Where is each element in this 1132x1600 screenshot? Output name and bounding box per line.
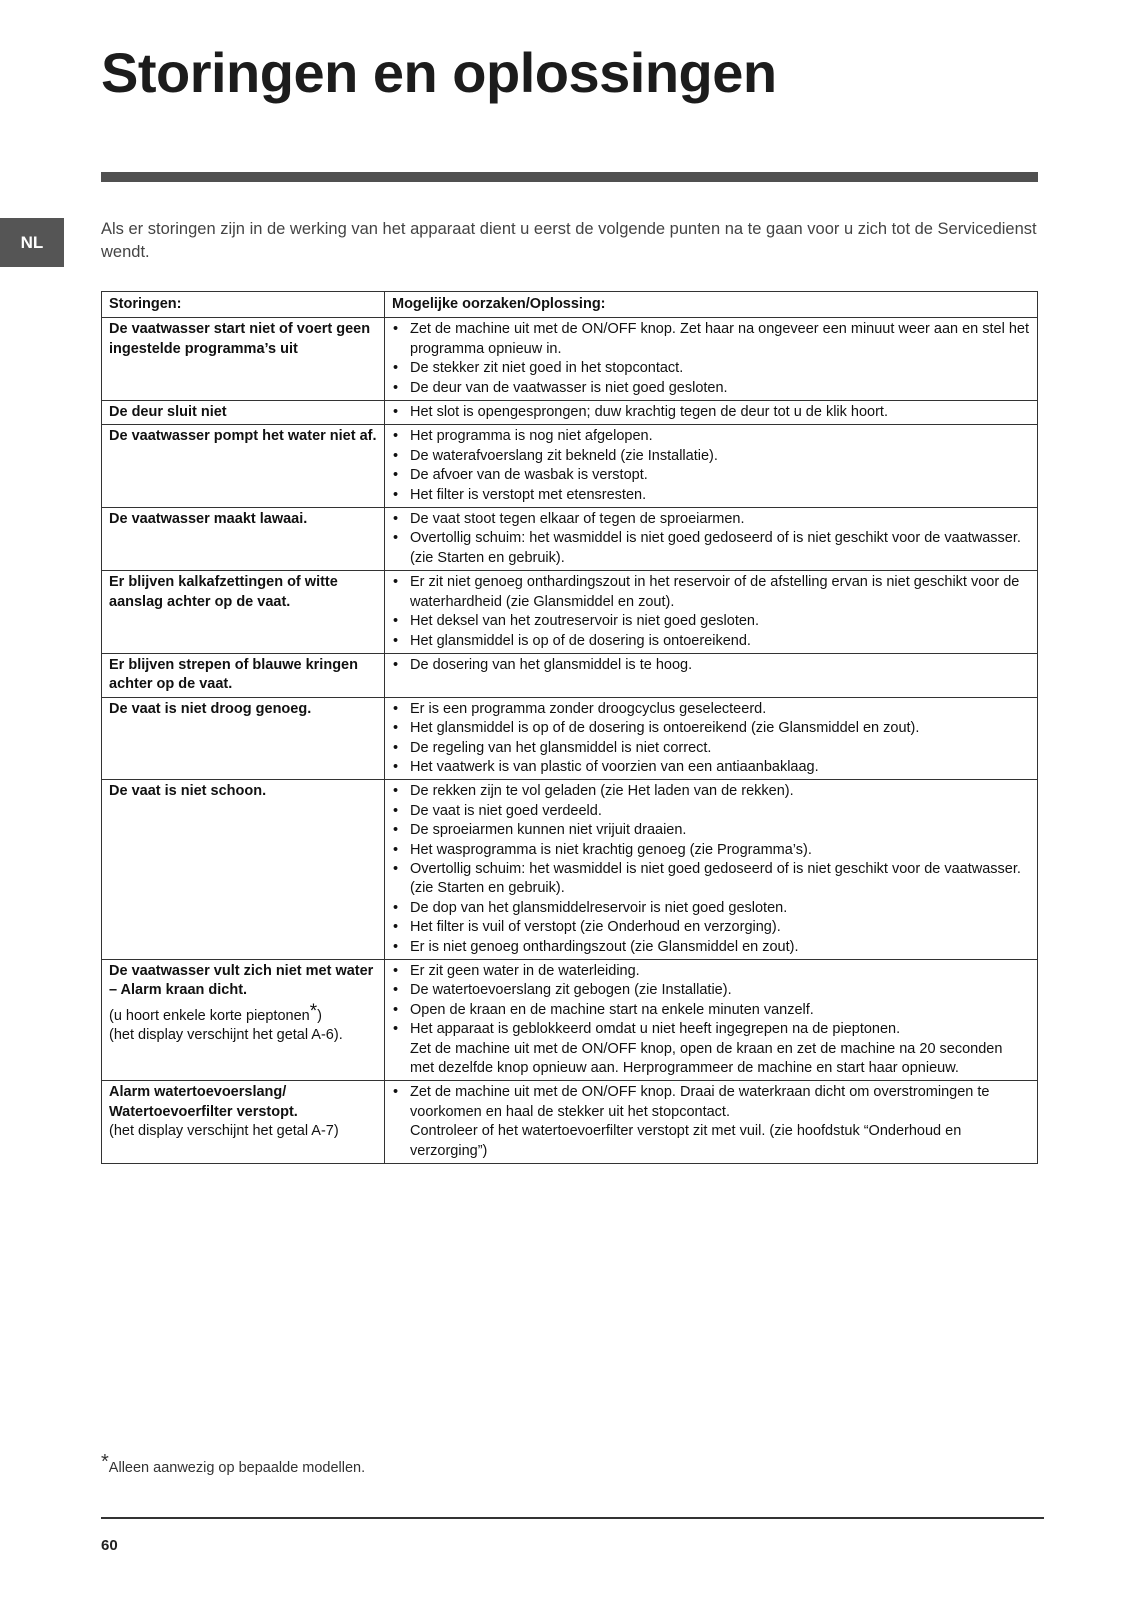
bullet-icon: • <box>393 963 399 979</box>
problem-cell <box>102 318 385 401</box>
solution-item <box>392 700 1030 719</box>
solution-list <box>392 427 1030 505</box>
bullet-icon: • <box>393 919 399 936</box>
problem-text: De vaat is niet droog genoeg. <box>109 700 312 717</box>
solution-text: Het slot is opengesprongen; duw krachtig tegen de deur tot u de klik hoort. <box>410 404 888 421</box>
table-body <box>102 318 1038 1164</box>
solution-text: De deur van de vaatwasser is niet goed gesloten. <box>410 379 728 396</box>
problem-cell <box>102 401 385 425</box>
problem-note: (het display verschijnt het getal A-7) <box>109 1123 339 1140</box>
page-title: Storingen en oplossingen <box>101 41 777 104</box>
solution-text: Het glansmiddel is op of de dosering is ontoereikend. <box>410 632 751 649</box>
solution-list <box>392 700 1030 778</box>
bullet-icon: • <box>393 404 399 421</box>
problem-cell <box>102 780 385 960</box>
problem-cell <box>102 1081 385 1164</box>
solution-text: De afvoer van de wasbak is verstopt. <box>410 467 648 484</box>
problem-cell <box>102 960 385 1081</box>
solution-item <box>392 739 1030 758</box>
solution-cell <box>385 1081 1038 1164</box>
solution-text: De watertoevoerslang zit gebogen (zie Installatie). <box>410 982 732 999</box>
solution-item <box>392 510 1030 529</box>
problem-cell <box>102 425 385 508</box>
bullet-icon: • <box>393 938 399 955</box>
solution-cell <box>385 653 1038 697</box>
bullet-icon: • <box>393 656 399 673</box>
solution-text: De vaat is niet goed verdeeld. <box>410 802 602 819</box>
bullet-icon: • <box>393 982 399 999</box>
bullet-icon: • <box>393 321 399 338</box>
solution-cell <box>385 780 1038 960</box>
solution-item <box>392 899 1030 918</box>
solution-cell <box>385 508 1038 571</box>
solution-item <box>392 860 1030 899</box>
solution-list <box>392 510 1030 568</box>
solution-text: De vaat stoot tegen elkaar of tegen de sproeiarmen. <box>410 511 745 528</box>
bullet-icon: • <box>393 379 399 396</box>
solution-text: Open de kraan en de machine start na enkele minuten vanzelf. <box>410 1001 814 1018</box>
solution-text: Het filter is verstopt met etensresten. <box>410 486 647 503</box>
solution-item <box>392 656 1030 675</box>
solution-item <box>392 632 1030 651</box>
bullet-icon: • <box>393 860 399 877</box>
solution-text: De regeling van het glansmiddel is niet correct. <box>410 739 712 756</box>
bullet-icon: • <box>393 613 399 630</box>
solution-text: Zet de machine uit met de ON/OFF knop. Draai de waterkraan dicht om overstromingen te voorkomen en haal de stekker uit het stopcontact. <box>410 1084 990 1120</box>
bullet-icon: • <box>393 467 399 484</box>
solution-continuation: Zet de machine uit met de ON/OFF knop, open de kraan en zet de machine na 20 seconden met dezelfde knop opnieuw aan. Herprogrammeer de machine en start haar opnieuw. <box>410 1040 1003 1077</box>
solution-cell <box>385 318 1038 401</box>
title-divider <box>101 172 1038 182</box>
bullet-icon: • <box>393 1001 399 1018</box>
solution-text: De dop van het glansmiddelreservoir is niet goed gesloten. <box>410 899 788 916</box>
problem-note-text: (u hoort enkele korte pieptonen <box>109 1007 310 1024</box>
table-row <box>102 697 1038 780</box>
solution-text: Het programma is nog niet afgelopen. <box>410 428 653 445</box>
header-solution: Mogelijke oorzaken/Oplossing: <box>385 292 1038 318</box>
solution-item <box>392 821 1030 840</box>
solution-list <box>392 782 1030 957</box>
bullet-icon: • <box>393 739 399 756</box>
problem-text: De vaatwasser pompt het water niet af. <box>109 428 377 445</box>
footnote-marker: * <box>309 1000 318 1022</box>
solution-list <box>392 403 1030 422</box>
solution-item <box>392 447 1030 466</box>
footnote-star: * <box>101 1451 109 1473</box>
solution-item <box>392 529 1030 568</box>
solution-text: Het glansmiddel is op of de dosering is ontoereikend (zie Glansmiddel en zout). <box>410 720 920 737</box>
solution-item <box>392 1083 1030 1161</box>
solution-text: Het vaatwerk is van plastic of voorzien van een antiaanbaklaag. <box>410 758 819 775</box>
table-row <box>102 653 1038 697</box>
problem-text: Alarm watertoevoerslang/ Watertoevoerfilter verstopt. <box>109 1084 298 1120</box>
solution-list <box>392 320 1030 398</box>
solution-list <box>392 656 1030 675</box>
solution-text: De dosering van het glansmiddel is te hoog. <box>410 656 693 673</box>
table-row <box>102 960 1038 1081</box>
bullet-icon: • <box>393 783 399 800</box>
solution-cell <box>385 401 1038 425</box>
problem-note: (het display verschijnt het getal A-6). <box>109 1027 343 1044</box>
problem-text: Er blijven strepen of blauwe kringen achter op de vaat. <box>109 656 358 693</box>
bullet-icon: • <box>393 899 399 916</box>
bullet-icon: • <box>393 822 399 839</box>
solution-text: Zet de machine uit met de ON/OFF knop. Zet haar na ongeveer een minuut weer aan en stel het programma opnieuw in. <box>410 321 1030 357</box>
table-row <box>102 780 1038 960</box>
bullet-icon: • <box>393 841 399 858</box>
bullet-icon: • <box>393 1021 399 1038</box>
bullet-icon: • <box>393 530 399 547</box>
problem-text: De vaat is niet schoon. <box>109 783 267 800</box>
bullet-icon: • <box>393 360 399 377</box>
solution-text: Overtollig schuim: het wasmiddel is niet goed gedoseerd of is niet geschikt voor de vaatwasser. (zie Starten en gebruik). <box>410 530 1021 566</box>
solution-text: Overtollig schuim: het wasmiddel is niet goed gedoseerd of is niet geschikt voor de vaatwasser. (zie Starten en gebruik). <box>410 860 1021 897</box>
footer-divider <box>101 1517 1044 1519</box>
page-number: 60 <box>101 1537 118 1554</box>
solution-text: De stekker zit niet goed in het stopcontact. <box>410 360 684 377</box>
problem-cell <box>102 508 385 571</box>
solution-text: De waterafvoerslang zit bekneld (zie Installatie). <box>410 447 718 464</box>
table-row <box>102 508 1038 571</box>
bullet-icon: • <box>393 700 399 717</box>
solution-text: Er is niet genoeg onthardingszout (zie Glansmiddel en zout). <box>410 938 799 955</box>
solution-list <box>392 962 1030 1078</box>
solution-item <box>392 486 1030 505</box>
bullet-icon: • <box>393 574 399 591</box>
solution-item <box>392 379 1030 398</box>
solution-cell <box>385 960 1038 1081</box>
solution-text: Het apparaat is geblokkeerd omdat u niet heeft ingegrepen na de pieptonen. <box>410 1021 901 1038</box>
solution-item <box>392 612 1030 631</box>
solution-item <box>392 1020 1030 1078</box>
problem-note-close: ) <box>317 1007 322 1024</box>
problem-cell <box>102 653 385 697</box>
solution-text: Het wasprogramma is niet krachtig genoeg (zie Programma’s). <box>410 841 812 858</box>
bullet-icon: • <box>393 720 399 737</box>
solution-item <box>392 758 1030 777</box>
solution-item <box>392 782 1030 801</box>
solution-text: Het filter is vuil of verstopt (zie Onderhoud en verzorging). <box>410 919 781 936</box>
table-row <box>102 571 1038 654</box>
footnote <box>101 1451 366 1476</box>
bullet-icon: • <box>393 447 399 464</box>
bullet-icon: • <box>393 428 399 445</box>
problem-text: Er blijven kalkafzettingen of witte aanslag achter op de vaat. <box>109 574 338 610</box>
solution-continuation: Controleer of het watertoevoerfilter verstopt zit met vuil. (zie hoofdstuk “Onderhoud en verzorging”) <box>410 1123 962 1159</box>
troubleshooting-table <box>101 291 1038 1164</box>
problem-text: De vaatwasser vult zich niet met water – Alarm kraan dicht. <box>109 963 374 999</box>
problem-text: De vaatwasser maakt lawaai. <box>109 511 308 528</box>
solution-text: Er zit niet genoeg onthardingszout in het reservoir of de afstelling ervan is niet geschikt voor de waterhardheid (zie Glansmiddel en zout). <box>410 574 1020 610</box>
solution-item <box>392 320 1030 359</box>
solution-text: De rekken zijn te vol geladen (zie Het laden van de rekken). <box>410 783 794 800</box>
solution-item <box>392 962 1030 981</box>
language-tab: NL <box>0 218 64 267</box>
solution-text: Er zit geen water in de waterleiding. <box>410 963 640 979</box>
table-header-row <box>102 292 1038 318</box>
solution-item <box>392 427 1030 446</box>
solution-item <box>392 1001 1030 1020</box>
solution-item <box>392 403 1030 422</box>
solution-item <box>392 573 1030 612</box>
table-row <box>102 1081 1038 1164</box>
solution-cell <box>385 571 1038 654</box>
bullet-icon: • <box>393 1084 399 1101</box>
problem-text: De deur sluit niet <box>109 404 227 421</box>
table-row <box>102 425 1038 508</box>
solution-item <box>392 719 1030 738</box>
bullet-icon: • <box>393 632 399 649</box>
solution-item <box>392 466 1030 485</box>
bullet-icon: • <box>393 758 399 775</box>
solution-list <box>392 573 1030 651</box>
solution-list <box>392 1083 1030 1161</box>
bullet-icon: • <box>393 802 399 819</box>
solution-item <box>392 841 1030 860</box>
bullet-icon: • <box>393 486 399 503</box>
problem-note <box>109 1000 377 1026</box>
table-row <box>102 401 1038 425</box>
footnote-text: Alleen aanwezig op bepaalde modellen. <box>108 1460 366 1476</box>
bullet-icon: • <box>393 511 399 528</box>
solution-cell <box>385 425 1038 508</box>
problem-cell <box>102 697 385 780</box>
solution-cell <box>385 697 1038 780</box>
table-row <box>102 318 1038 401</box>
solution-text: De sproeiarmen kunnen niet vrijuit draaien. <box>410 822 687 839</box>
intro-text: Als er storingen zijn in de werking van het apparaat dient u eerst de volgende punten na te gaan voor u zich tot de Servicedienst wendt. <box>101 220 1037 261</box>
problem-text: De vaatwasser start niet of voert geen ingestelde programma’s uit <box>109 321 371 357</box>
solution-item <box>392 981 1030 1000</box>
problem-cell <box>102 571 385 654</box>
solution-item <box>392 918 1030 937</box>
solution-text: Het deksel van het zoutreservoir is niet goed gesloten. <box>410 613 760 630</box>
solution-item <box>392 802 1030 821</box>
solution-text: Er is een programma zonder droogcyclus geselecteerd. <box>410 700 767 717</box>
header-problem: Storingen: <box>102 292 385 318</box>
solution-item <box>392 938 1030 957</box>
solution-item <box>392 359 1030 378</box>
